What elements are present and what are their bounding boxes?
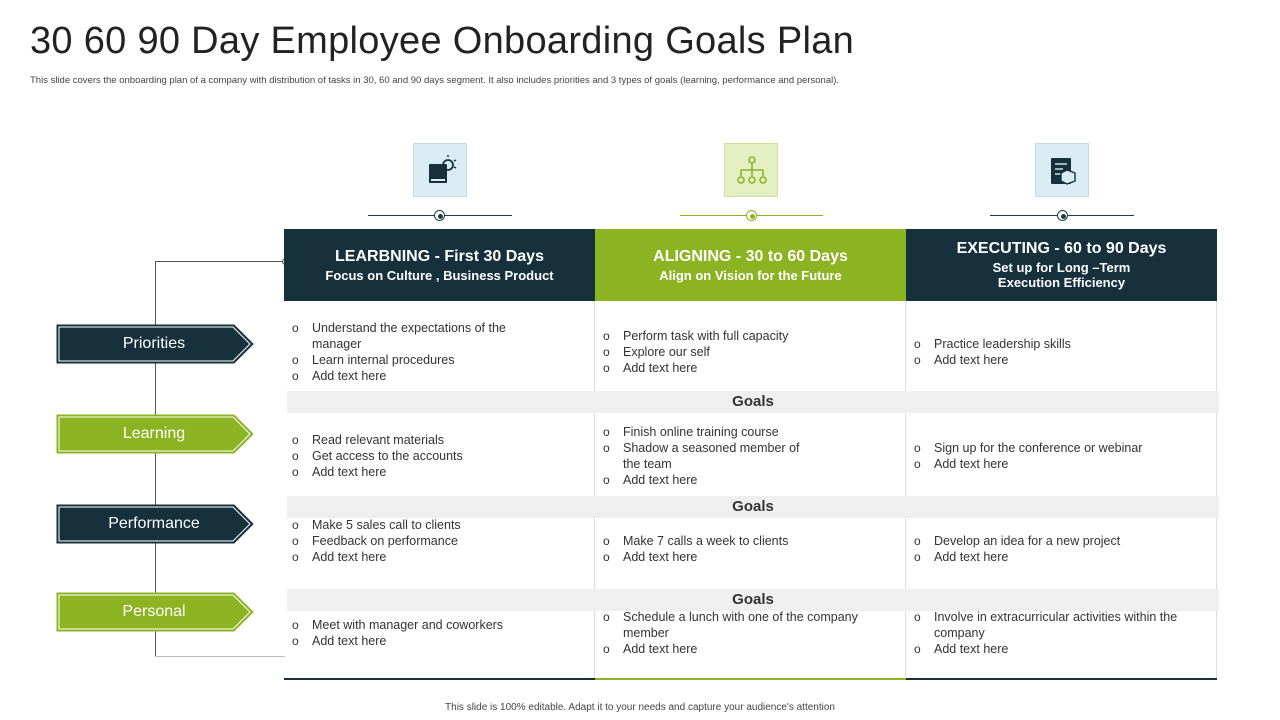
column-header-aligning: [595, 229, 906, 301]
list-item: o Add text here: [603, 641, 893, 657]
list-item: o Explore our self: [603, 344, 893, 360]
cell-performance-30: [292, 517, 582, 565]
list-item: o Add text here: [914, 549, 1204, 565]
column-subtitle-line2: Execution Efficiency: [997, 275, 1126, 290]
column-bottom-line: [284, 678, 595, 680]
list-item: o Add text here: [292, 549, 582, 565]
cell-personal-90: [914, 609, 1204, 657]
column-subtitle: Focus on Culture , Business Product: [325, 267, 554, 283]
list-item: o Practice leadership skills: [914, 336, 1204, 352]
column-bottom-line: [906, 678, 1217, 680]
list-item: o Develop an idea for a new project: [914, 533, 1204, 549]
goals-band: Goals: [287, 589, 1219, 611]
row-tag-label: Learning: [122, 425, 186, 442]
list-item: o Shadow a seasoned member of the team: [603, 440, 813, 472]
cell-performance-60: [603, 533, 893, 565]
cell-personal-30: [292, 617, 582, 649]
cell-priorities-30: [292, 320, 582, 384]
list-item: o Sign up for the conference or webinar: [914, 440, 1204, 456]
document-box-icon: [1035, 143, 1089, 197]
bottom-connector-line: [155, 656, 285, 657]
marker-dot: [746, 210, 757, 221]
cell-learning-30: [292, 432, 582, 480]
page-subtitle: This slide covers the onboarding plan of a company with distribution of tasks in 30, 60 and 90 days segment. It also includes priorities and 3 types of goals (learning, performance and personal).: [30, 75, 840, 86]
marker-dot: [1057, 210, 1068, 221]
row-tag-label: Performance: [108, 515, 200, 532]
column-title: ALIGNING - 30 to 60 Days: [653, 247, 848, 265]
row-tag-personal: [56, 592, 254, 632]
column-divider: [905, 301, 906, 679]
list-item: o Add text here: [914, 352, 1204, 368]
list-item: o Add text here: [292, 368, 582, 384]
list-item: o Meet with manager and coworkers: [292, 617, 582, 633]
list-item: o Add text here: [603, 549, 893, 565]
list-item: o Finish online training course: [603, 424, 893, 440]
cell-learning-60: [603, 424, 893, 488]
row-tag-performance: [56, 504, 254, 544]
cell-performance-90: [914, 533, 1204, 565]
column-subtitle: Set up for Long –Term: [992, 260, 1131, 275]
list-item: o Involve in extracurricular activities within the company: [914, 609, 1199, 641]
goals-band: Goals: [287, 391, 1219, 413]
list-item: o Understand the expectations of the manager: [292, 320, 512, 352]
cell-priorities-90: [914, 336, 1204, 368]
list-item: o Add text here: [603, 360, 893, 376]
goals-band: Goals: [287, 496, 1219, 518]
footer-note: This slide is 100% editable. Adapt it to your needs and capture your audience's attention: [445, 702, 835, 713]
row-tag-priorities: [56, 324, 254, 364]
book-lightbulb-icon: [413, 143, 467, 197]
column-subtitle: Align on Vision for the Future: [659, 267, 842, 283]
list-item: o Add text here: [914, 456, 1204, 472]
column-bottom-line: [595, 678, 906, 680]
list-item: o Add text here: [292, 633, 582, 649]
list-item: o Add text here: [292, 464, 582, 480]
cell-personal-60: [603, 609, 893, 657]
column-divider: [1216, 301, 1217, 679]
list-item: o Get access to the accounts: [292, 448, 582, 464]
cell-priorities-60: [603, 328, 893, 376]
column-title: LEARBNING - First 30 Days: [335, 247, 544, 265]
list-item: o Add text here: [603, 472, 893, 488]
list-item: o Read relevant materials: [292, 432, 582, 448]
top-connector-line: [155, 261, 285, 262]
page-title: 30 60 90 Day Employee Onboarding Goals Plan: [30, 20, 855, 62]
list-item: o Learn internal procedures: [292, 352, 582, 368]
list-item: o Add text here: [914, 641, 1204, 657]
column-divider: [594, 301, 595, 679]
column-header-learning: [284, 229, 595, 301]
cell-learning-90: [914, 440, 1204, 472]
list-item: o Perform task with full capacity: [603, 328, 893, 344]
row-tag-label: Personal: [122, 603, 186, 620]
org-chart-icon: [724, 143, 778, 197]
column-title: EXECUTING - 60 to 90 Days: [956, 240, 1167, 257]
row-tag-label: Priorities: [122, 335, 186, 352]
row-tag-learning: [56, 414, 254, 454]
list-item: o Feedback on performance: [292, 533, 582, 549]
column-header-executing: [906, 229, 1217, 301]
list-item: o Schedule a lunch with one of the company member: [603, 609, 883, 641]
list-item: o Make 7 calls a week to clients: [603, 533, 893, 549]
marker-dot: [434, 210, 445, 221]
list-item: o Make 5 sales call to clients: [292, 517, 582, 533]
